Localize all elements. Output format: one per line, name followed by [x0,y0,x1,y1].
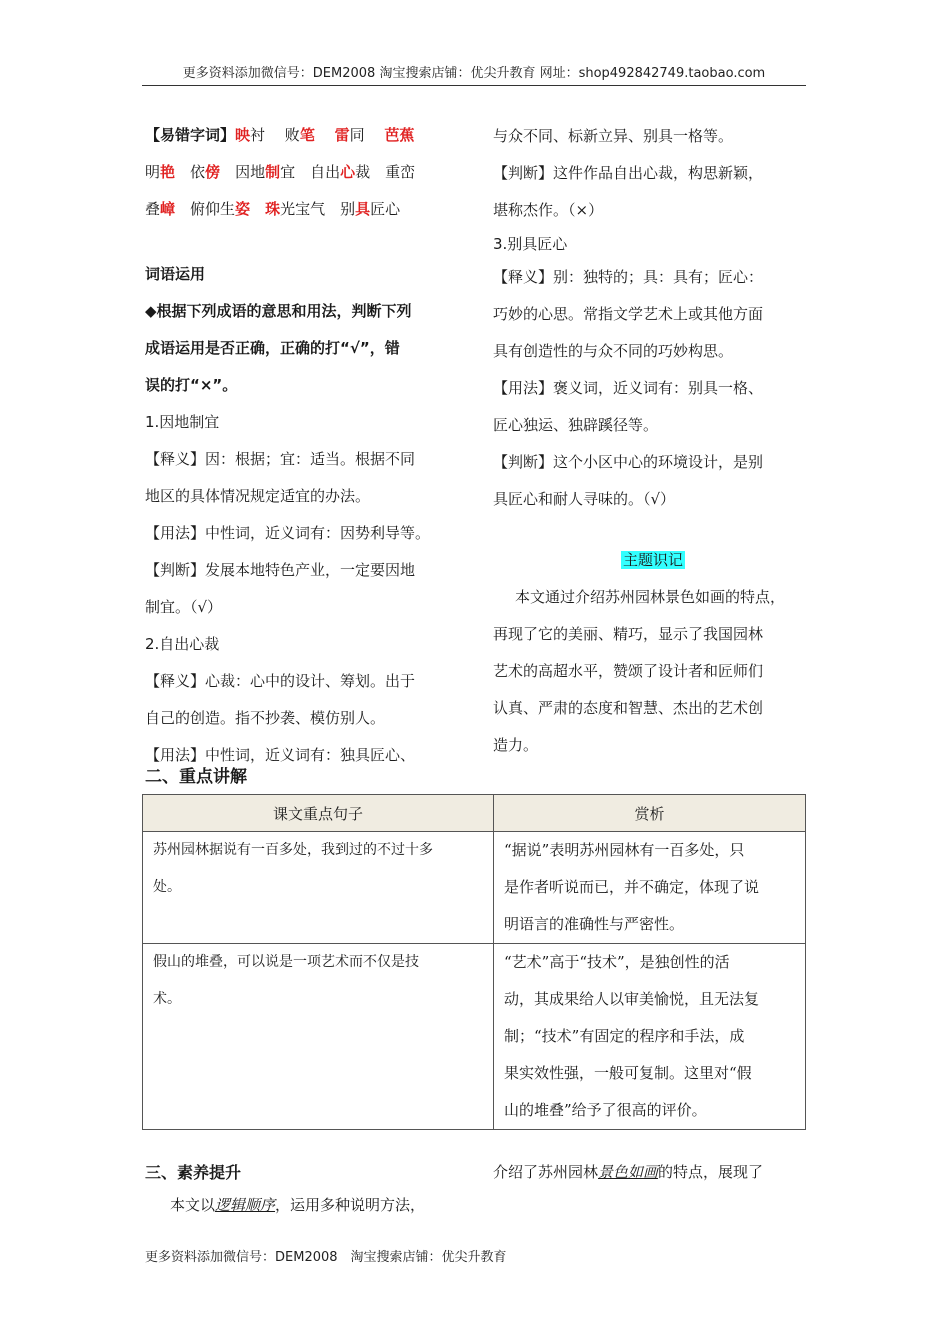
table-header-row [143,795,806,832]
theme-title: 主题识记 [622,551,683,569]
cell-line: 果实效性强，一般可复制。这里对“假 [504,1064,752,1082]
usage-title: 词语运用 [145,265,206,283]
highlighted-char: 珠 [265,200,281,218]
instruction [145,293,465,404]
text-run [250,200,265,218]
left-column [145,117,465,774]
section2-title: 二、重点讲解 [145,767,247,787]
item2-cont-line: 堪称杰作。（×） [493,201,604,219]
table-header-sentence: 课文重点句子 [143,795,494,832]
highlighted-char: 艳 [160,163,176,181]
vocab-label: 【易错字词】 [145,126,236,144]
vocab-line-3 [145,191,465,228]
page-header: 更多资料添加微信号：DEM2008 淘宝搜索店铺：优尖升教育 网址：shop492842749.taobao.com [182,66,766,81]
page-footer: 更多资料添加微信号：DEM2008 淘宝搜索店铺：优尖升教育 [145,1250,507,1265]
table-cell-sentence [143,832,494,944]
text-run: 依 [175,163,206,181]
header-divider [142,85,806,86]
item1-line: 制宜。（√） [145,598,223,616]
item3-line: 【判断】这个小区中心的环境设计，是别 [493,453,764,471]
item2-cont-line: 【判断】这件作品自出心裁，构思新颖， [493,164,764,182]
vocab-line-1 [145,117,465,154]
item2-title: 2.自出心裁 [145,635,220,653]
item1-line: 地区的具体情况规定适宜的办法。 [145,487,371,505]
item1-line: 【释义】因：根据；宜：适当。根据不同 [145,450,416,468]
item2-cont-line: 与众不同、标新立异、别具一格等。 [493,127,734,145]
vocab-line-2 [145,154,465,191]
text-run: 同 [349,126,385,144]
text-run: 宜 自出 [280,163,341,181]
highlighted-char: 姿 [235,200,251,218]
item1-line: 【判断】发展本地特色产业，一定要因地 [145,561,416,579]
highlighted-char: 芭蕉 [384,126,415,144]
highlighted-char: 雷 [334,126,350,144]
underlined-term: 逻辑顺序 [215,1196,276,1214]
item3-title: 3.别具匠心 [493,235,568,253]
item3-line: 具有创造性的与众不同的巧妙构思。 [493,342,734,360]
instruction-line: 误的打“×”。 [145,376,238,394]
right-column [493,118,813,764]
vocab-rich-1 [235,126,414,144]
text-run: 裁 重峦 [355,163,416,181]
highlighted-char: 映 [235,126,251,144]
highlighted-char: 笔 [299,126,315,144]
cell-line: 动，其成果给人以审美愉悦，且无法复 [504,990,760,1008]
cell-line: 明语言的准确性与严密性。 [504,915,685,933]
item3-line: 【用法】褒义词，近义词有：别具一格、 [493,379,764,397]
text-run: 因地 [220,163,266,181]
item3-line: 【释义】别：独特的；具：具有；匠心： [493,268,764,286]
item3-line: 具匠心和耐人寻味的。（√） [493,490,676,508]
item1-title: 1.因地制宜 [145,413,220,431]
highlighted-char: 傍 [205,163,221,181]
underlined-term: 景色如画 [598,1163,659,1181]
text-run [315,126,335,144]
cell-line: “艺术”高于“技术”，是独创性的活 [504,953,730,971]
text-run: ，运用多种说明方法， [275,1196,426,1214]
cell-line: 术。 [153,991,181,1007]
item1-line: 【用法】中性词，近义词有：因势利导等。 [145,524,431,542]
cell-line: 假山的堆叠，可以说是一项艺术而不仅是技 [153,954,419,970]
table-row [143,832,806,944]
theme-line: 认真、严肃的态度和智慧、杰出的艺术创 [493,699,764,717]
cell-line: 制；“技术”有固定的程序和手法，成 [504,1027,745,1045]
text-run: 介绍了苏州园林 [493,1163,599,1181]
theme-title-row [493,542,813,579]
text-run: 叠 [145,200,161,218]
text-run: 明 [145,163,161,181]
cell-line: 处。 [153,879,181,895]
text-run: 本文以 [170,1196,216,1214]
table-cell-sentence [143,944,494,1130]
theme-line: 艺术的高超水平，赞颂了设计者和匠师们 [493,662,764,680]
text-run: 匠心 [370,200,401,218]
instruction-line: ◆根据下列成语的意思和用法，判断下列 [145,302,412,320]
key-sentences-table [142,794,806,1130]
item3-line: 巧妙的心思。常指文学艺术上或其他方面 [493,305,764,323]
section3-text-left [170,1194,425,1215]
highlighted-char: 具 [355,200,371,218]
item2-line: 【用法】中性词，近义词有：独具匠心、 [145,746,416,764]
text-run: 俯仰生 [175,200,236,218]
table-row [143,944,806,1130]
highlighted-char: 心 [340,163,356,181]
text-run: 的特点，展现了 [658,1163,764,1181]
item2-line: 自己的创造。指不抄袭、模仿别人。 [145,709,386,727]
section3-title: 三、素养提升 [145,1163,242,1182]
highlighted-char: 制 [265,163,281,181]
table-header-analysis: 赏析 [494,795,806,832]
instruction-line: 成语运用是否正确，正确的打“√”，错 [145,339,400,357]
cell-line: 山的堆叠”给予了很高的评价。 [504,1101,707,1119]
cell-line: 苏州园林据说有一百多处，我到过的不过十多 [153,842,433,858]
text-run: 光宝气 别 [280,200,356,218]
text-run: 衬 败 [250,126,300,144]
cell-line: “据说”表明苏州园林有一百多处，只 [504,841,745,859]
highlighted-char: 嶂 [160,200,176,218]
item2-line: 【释义】心裁：心中的设计、筹划。出于 [145,672,416,690]
item3-line: 匠心独运、独辟蹊径等。 [493,416,659,434]
theme-line: 造力。 [493,736,539,754]
cell-line: 是作者听说而已，并不确定，体现了说 [504,878,760,896]
theme-line: 本文通过介绍苏州园林景色如画的特点， [515,588,786,606]
theme-line: 再现了它的美丽、精巧，显示了我国园林 [493,625,764,643]
table-cell-analysis [494,944,806,1130]
table-cell-analysis [494,832,806,944]
section3-text-right [493,1161,763,1182]
